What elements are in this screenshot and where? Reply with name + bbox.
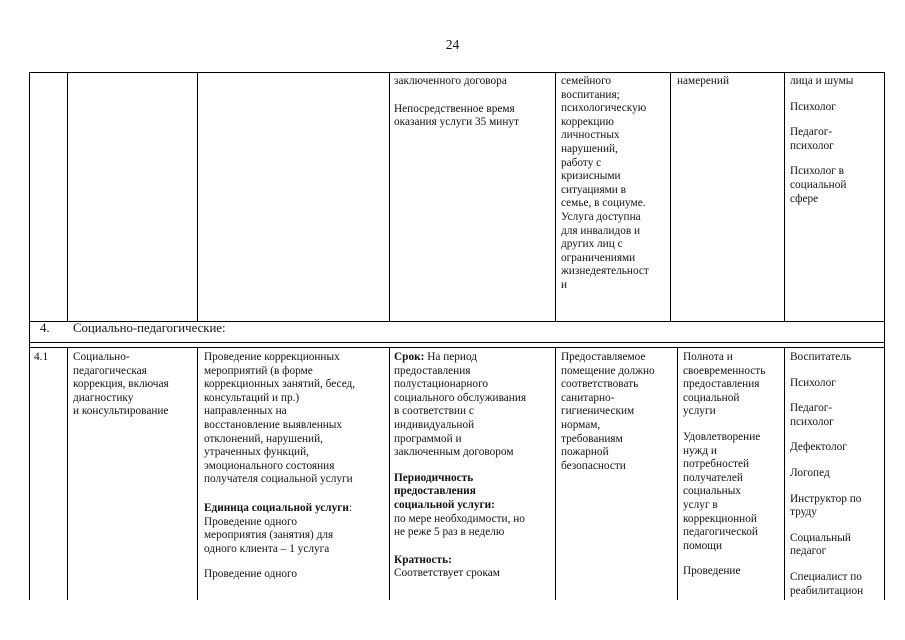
text-line: кризисными — [561, 170, 621, 183]
term-first: На период — [424, 351, 478, 363]
text-line: Педагог- — [790, 126, 833, 139]
staff-item: педагог — [790, 545, 827, 558]
top-staff-cell — [790, 75, 882, 206]
text-line: Проведение — [683, 565, 741, 578]
staff-item: психолог — [790, 415, 834, 428]
text-line: заключенным договором — [394, 446, 514, 459]
text-line: в соответствии с — [394, 405, 474, 418]
text-line: эмоционального состояния — [204, 459, 335, 472]
period-label — [394, 485, 554, 499]
text-line: услуги — [683, 405, 716, 418]
text-line: пожарной — [561, 446, 609, 459]
text-line: гигиеническим — [561, 405, 635, 418]
text-line: коррекция, включая — [73, 378, 169, 391]
staff-item: Психолог — [790, 376, 836, 389]
text-line: ограничениями — [561, 251, 636, 264]
text-line: социальной — [683, 391, 740, 404]
text-line: психологическую — [561, 102, 647, 115]
text-line: мероприятия (занятия) для — [204, 529, 334, 542]
text-line: по мере необходимости, но — [394, 512, 525, 525]
text-line: личностных — [561, 129, 620, 142]
text-line: коррекцию — [561, 115, 614, 128]
text-line: консультаций и пр.) — [204, 391, 300, 404]
text-line: Проведение коррекционных — [204, 351, 340, 363]
text-line: семейного — [561, 75, 612, 87]
period-label-line: социальной услуги: — [394, 498, 495, 511]
text-line: соответствовать — [561, 378, 639, 391]
text-line: нарушений, — [561, 142, 618, 155]
text-line: работу с — [561, 156, 602, 169]
service-term-cell — [394, 351, 554, 581]
service-staff-cell — [790, 351, 883, 598]
service-description-cell — [204, 351, 388, 582]
section-number: 4. — [40, 321, 50, 335]
text-line: помещение должно — [561, 364, 655, 377]
text-line: направленных на — [204, 405, 287, 418]
text-line: утраченных функций, — [204, 446, 309, 459]
text-line: семье, в социуме. — [561, 197, 646, 210]
period-label-line: Периодичность — [394, 471, 474, 484]
term-heading — [394, 351, 554, 365]
text-line: восстановление выявленных — [204, 418, 343, 431]
staff-item: Воспитатель — [790, 351, 852, 363]
text-line: и — [561, 278, 568, 291]
text-line: не реже 5 раз в неделю — [394, 526, 505, 539]
text-line: Удовлетворение — [683, 430, 761, 443]
text-line: безопасности — [561, 459, 626, 472]
top-description-cell — [561, 75, 669, 293]
text-line: отклонений, нарушений, — [204, 432, 323, 445]
text-line: лица и шумы — [790, 75, 854, 87]
text-line: полустационарного — [394, 378, 489, 391]
service-conditions-cell — [561, 351, 675, 473]
text-line: потребностей — [683, 458, 750, 471]
text-line: получателя социальной услуги — [204, 473, 353, 486]
text-line: и консультирование — [73, 405, 169, 418]
top-quality-cell — [677, 75, 782, 89]
text-line: Услуга доступна — [561, 210, 641, 223]
text-line: услуг в — [683, 498, 718, 511]
text-line: намерений — [677, 75, 730, 87]
text-line: Предоставляемое — [561, 351, 646, 363]
text-line: коррекционной — [683, 512, 757, 525]
service-name-cell — [73, 351, 195, 419]
text-line: предоставления — [394, 364, 471, 377]
text-line: своевременность — [683, 364, 766, 377]
unit-heading — [204, 502, 388, 516]
staff-item: труду — [790, 506, 817, 519]
text-line: программой и — [394, 432, 462, 445]
period-label-line: предоставления — [394, 485, 476, 498]
staff-item: Инструктор по — [790, 492, 862, 505]
period-label — [394, 499, 554, 513]
staff-item: реабилитацион — [790, 584, 864, 597]
staff-item: Дефектолог — [790, 441, 847, 454]
text-line: социального обслуживания — [394, 391, 527, 404]
text-line: Психолог — [790, 100, 836, 113]
text-line: педагогическая — [73, 364, 147, 377]
text-line: социальной — [790, 178, 847, 191]
unit-label: Единица социальной услуги — [204, 501, 349, 514]
staff-item: Логопед — [790, 466, 830, 479]
text-line: Полнота и — [683, 351, 733, 363]
text-line: социальных — [683, 485, 741, 498]
text-line: психолог — [790, 139, 834, 152]
text-line: санитарно- — [561, 391, 615, 404]
text-line: нужд и — [683, 444, 717, 457]
mult-label-text: Кратность: — [394, 553, 452, 566]
top-term-cell — [394, 75, 552, 130]
text-line: жизнедеятельност — [561, 265, 649, 278]
page-number: 24 — [445, 37, 460, 52]
text-line: для инвалидов и — [561, 224, 641, 237]
text-line: Проведение одного — [204, 515, 298, 528]
text-line: одного клиента – 1 услуга — [204, 542, 330, 555]
text-line: индивидуальной — [394, 418, 475, 431]
text-line: мероприятий (в форме — [204, 364, 313, 377]
text-line: сфере — [790, 192, 819, 205]
row-number: 4.1 — [34, 351, 49, 363]
text-line: диагностику — [73, 391, 134, 404]
text-line: нормам, — [561, 418, 601, 431]
text-line: педагогической — [683, 526, 758, 539]
text-line: Социально- — [73, 351, 130, 363]
text-line: получателей — [683, 471, 743, 484]
text-line: Психолог в — [790, 165, 845, 178]
text-line: предоставления — [683, 378, 760, 391]
text-line: воспитания; — [561, 88, 620, 101]
text-line: Соответствует срокам — [394, 567, 500, 580]
text-line: требованиям — [561, 432, 623, 445]
text-line: ситуациями в — [561, 183, 627, 196]
term-label: Срок: — [394, 351, 425, 363]
period-label — [394, 472, 554, 486]
staff-item: Социальный — [790, 531, 851, 544]
staff-item: Специалист по — [790, 570, 862, 583]
service-quality-cell — [683, 351, 783, 579]
text-line: Непосредственное время оказания услуги 35 минут — [394, 102, 519, 129]
text-line: заключенного договора — [394, 75, 507, 87]
text-line: коррекционных занятий, бесед, — [204, 378, 356, 391]
text-line: помощи — [683, 539, 723, 552]
staff-item: Педагог- — [790, 402, 833, 415]
text-line: Проведение одного — [204, 568, 298, 581]
mult-label — [394, 554, 554, 568]
text-line: других лиц с — [561, 238, 623, 251]
unit-colon: : — [348, 501, 353, 514]
section-title: Социально-педагогические: — [73, 321, 226, 335]
